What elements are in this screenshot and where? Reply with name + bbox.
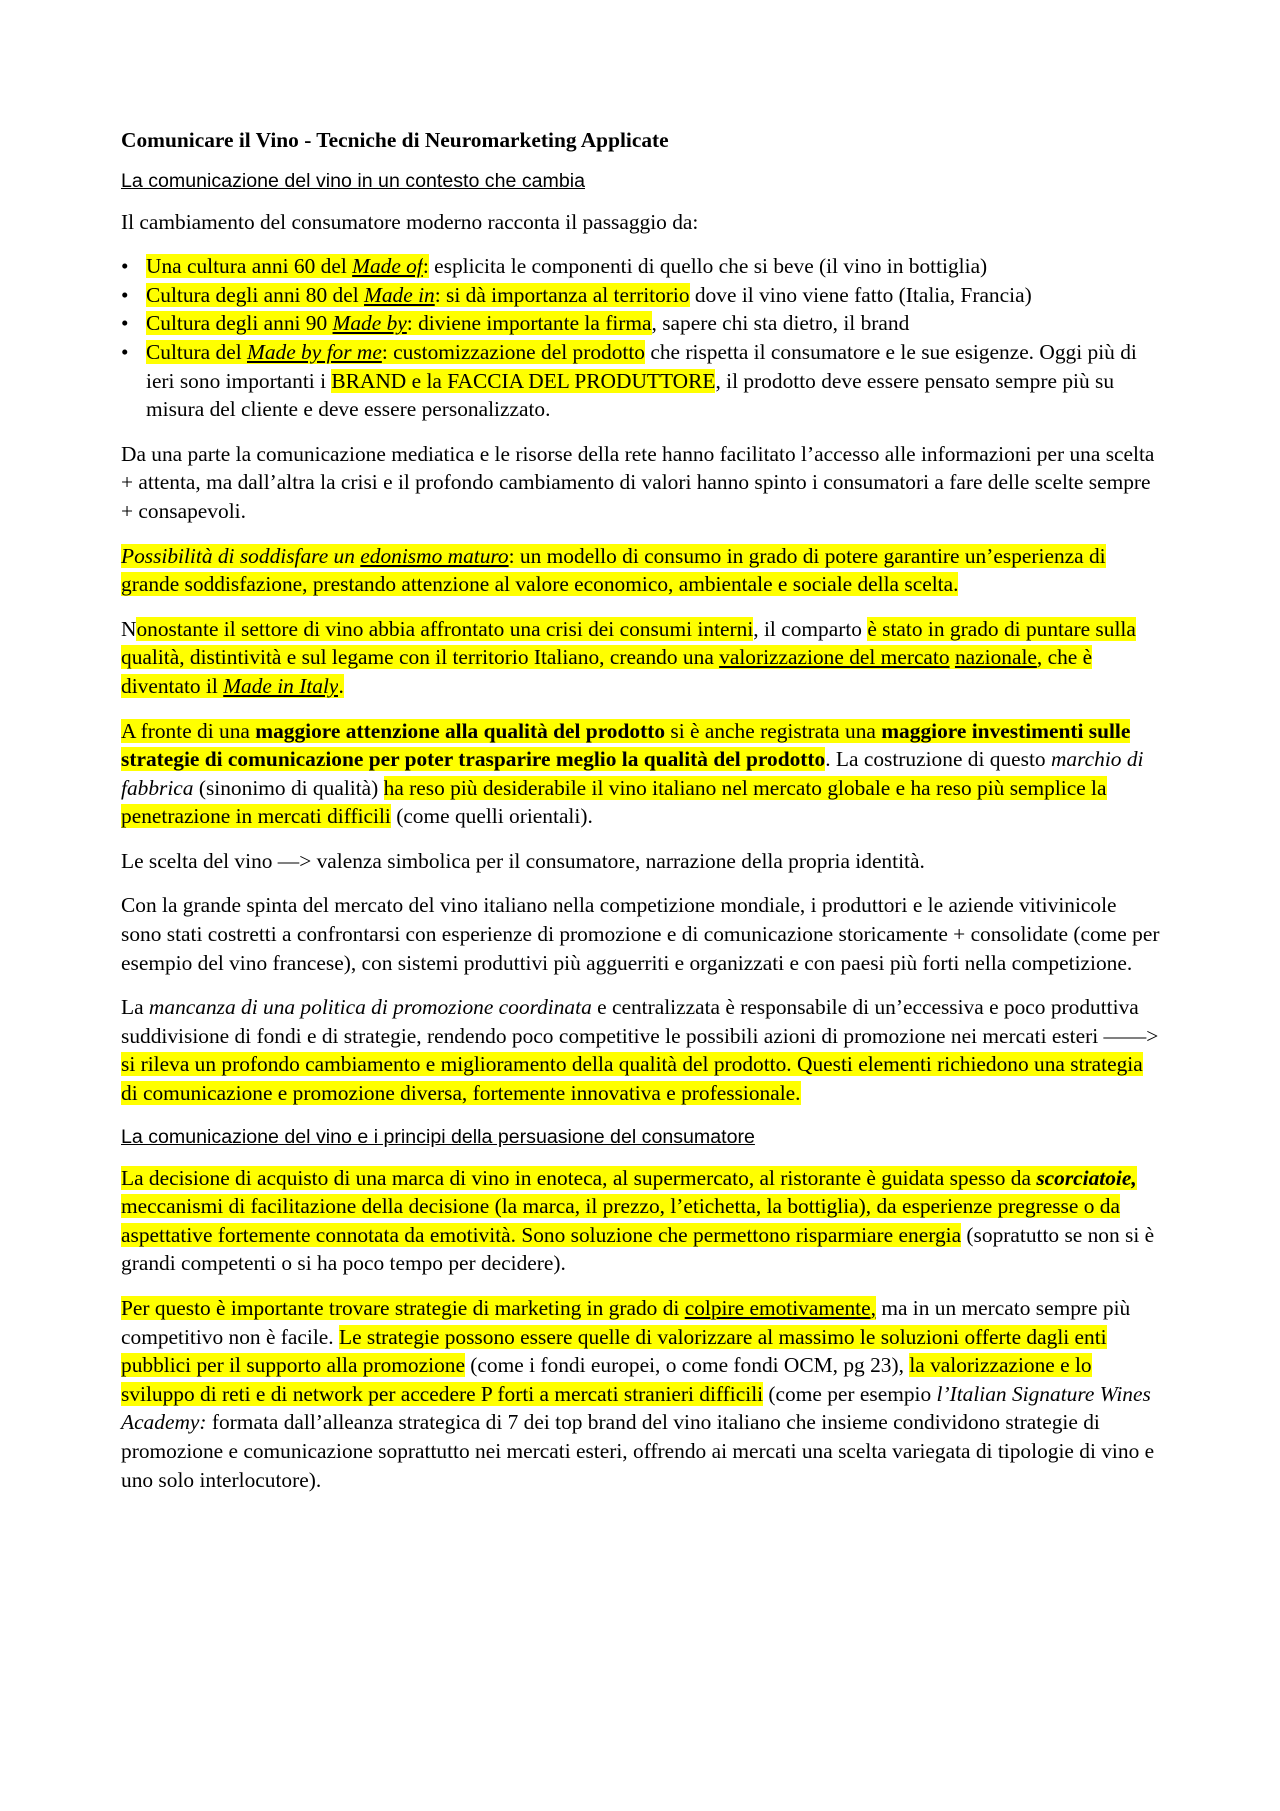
term-made-of: Made of [352,254,423,279]
bullet-icon: • [121,282,129,307]
document-title: Comunicare il Vino - Tecniche di Neuromarketing Applicate [121,128,669,152]
bullet-made-of: • Una cultura anni 60 del Made of: esplicita le componenti di quello che si beve (il vino in bottiglia) [121,252,1161,281]
bullet-made-by-for-me: • Cultura del Made by for me: customizzazione del prodotto che rispetta il consumatore e le sue esigenze. Oggi più di ieri sono importanti i BRAND e la FACCIA DEL PRODUTTORE, il prodotto deve essere pensato sempre più su misura del cliente e deve essere personalizzato. [121,339,1137,422]
intro-paragraph: Il cambiamento del consumatore moderno racconta il passaggio da: [121,209,699,234]
bullet-icon: • [121,339,129,364]
document-body [121,126,1161,1510]
term-made-in: Made in [364,282,435,307]
paragraph-qualita: A fronte di una maggiore attenzione alla qualità del prodotto si è anche registrata una maggiore investimenti sulle strategie di comunicazione per poter trasparire meglio la qualità del prodotto. La costruzione di questo marchio di fabbrica (sinonimo di qualità) ha reso più desiderabile il vino italiano nel mercato globale e ha reso più semplice la penetrazione in mercati difficili (come quelli orientali). [121,718,1144,829]
section-heading-persuasion: La comunicazione del vino e i principi della persuasione del consumatore [121,1125,755,1148]
term-made-by: Made by [332,311,407,336]
bullet-icon: • [121,254,129,279]
term-made-in-italy: Made in Italy [223,673,339,698]
paragraph-promozione: La mancanza di una politica di promozione coordinata e centralizzata è responsabile di un’eccessiva e poco produttiva suddivisione di fondi e di strategie, rendendo poco competitive le possibili azioni di promozione nei mercati esteri ——> si rileva un profondo cambiamento e miglioramento della qualità del prodotto. Questi elementi richiedono una strategia di comunicazione e promozione diversa, fortemente innovativa e professionale. [121,995,1159,1106]
paragraph-edonismo: Possibilità di soddisfare un edonismo maturo: un modello di consumo in grado di potere garantire un’esperienza di grande soddisfazione, prestando attenzione al valore economico, ambientale e sociale della scelta. [121,543,1106,597]
term-made-by-for-me: Made by for me [247,339,382,364]
paragraph-decisione: La decisione di acquisto di una marca di vino in enoteca, al supermercato, al ristorante è guidata spesso da scorciatoie, meccanismi di facilitazione della decisione (la marca, il prezzo, l’etichetta, la bottiglia), da esperienze pregresse o da aspettative fortemente connotata da emotività. Sono soluzione che permettono risparmiare energia (sopratutto se non si è grandi competenti o si ha poco tempo per decidere). [121,1165,1155,1276]
culture-bullet-list [121,252,1161,424]
paragraph-strategie: Per questo è importante trovare strategie di marketing in grado di colpire emotivamente, ma in un mercato sempre più competitivo non è facile. Le strategie possono essere quelle di valorizzare al massimo le soluzioni offerte dagli enti pubblici per il supporto alla promozione (come i fondi europei, o come fondi OCM, pg 23), la valorizzazione e lo sviluppo di reti e di network per accedere P forti a mercati stranieri difficili (come per esempio l’Italian Signature Wines Academy: formata dall’alleanza strategica di 7 dei top brand del vino italiano che insieme condividono strategie di promozione e comunicazione soprattutto nei mercati esteri, offrendo ai mercati una scelta variegata di tipologie di vino e uno solo interlocutore). [121,1296,1155,1492]
section-heading-context: La comunicazione del vino in un contesto che cambia [121,169,586,192]
paragraph-competizione: Con la grande spinta del mercato del vino italiano nella competizione mondiale, i produttori e le aziende vitivinicole sono stati costretti a confrontarsi con esperienze di promozione e di comunicazione storicamente + consolidate (come per esempio del vino francese), con sistemi produttivi più agguerriti e organizzati e con paesi più forti nella competizione. [121,893,1160,975]
paragraph-scelta-vino: Le scelta del vino —> valenza simbolica per il consumatore, narrazione della propria identità. [121,848,925,873]
paragraph-crisi: Nonostante il settore di vino abbia affrontato una crisi dei consumi interni, il comparto è stato in grado di puntare sulla qualità, distintività e sul legame con il territorio Italiano, creando una valorizzazione del mercato nazionale, che è diventato il Made in Italy. [121,616,1136,698]
bullet-made-in: • Cultura degli anni 80 del Made in: si dà importanza al territorio dove il vino viene fatto (Italia, Francia) [121,281,1161,310]
bullet-made-by: • Cultura degli anni 90 Made by: diviene importante la firma, sapere chi sta dietro, il brand [121,309,1161,338]
bullet-icon: • [121,311,129,336]
paragraph-media: Da una parte la comunicazione mediatica e le risorse della rete hanno facilitato l’accesso alle informazioni per una scelta + attenta, ma dall’altra la crisi e il profondo cambiamento di valori hanno spinto i consumatori a fare delle scelte sempre + consapevoli. [121,441,1155,523]
